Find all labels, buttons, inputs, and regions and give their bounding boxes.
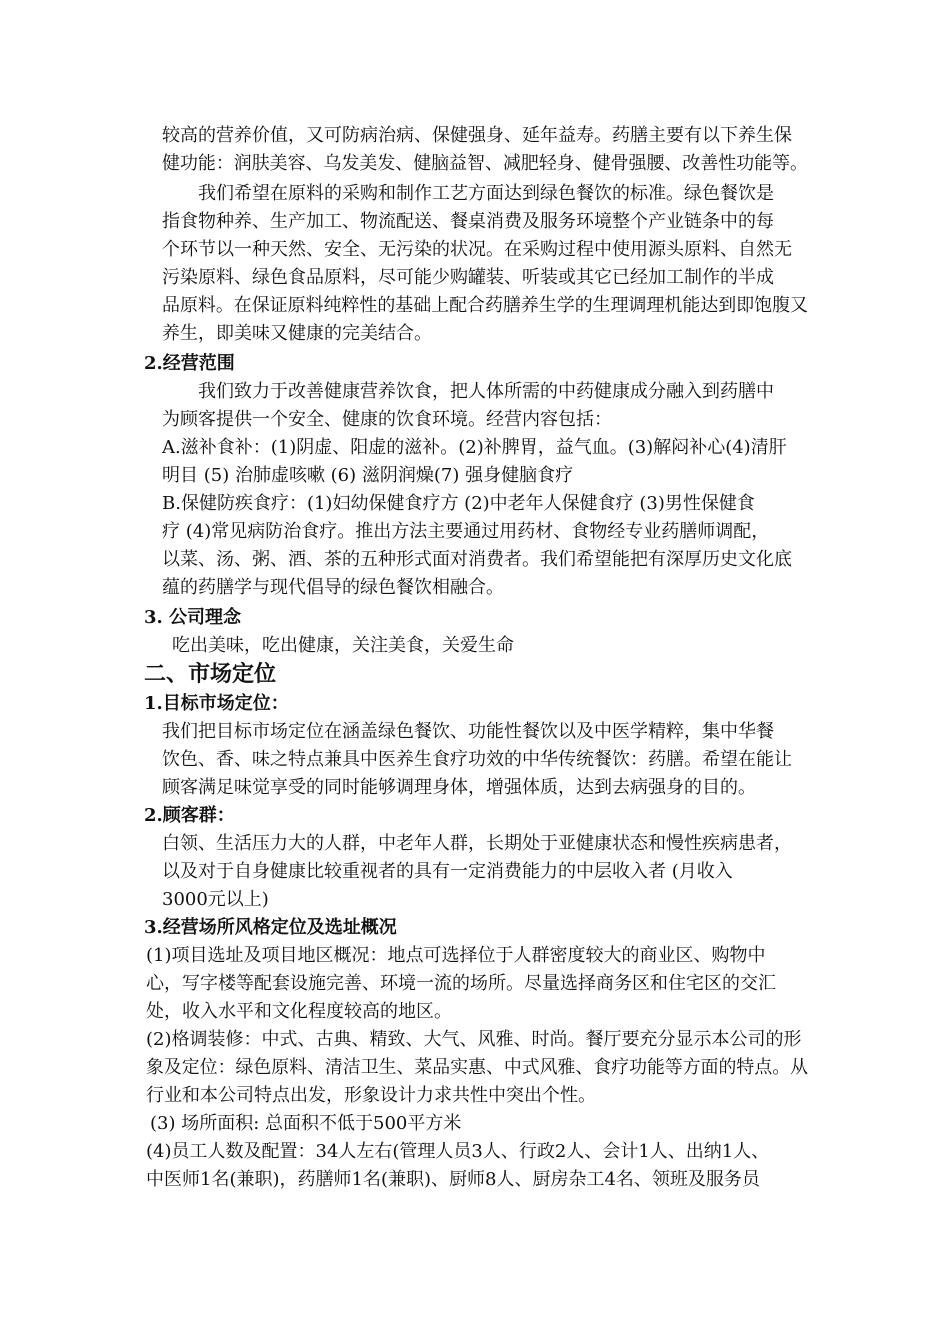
text-line: 品原料。在保证原料纯粹性的基础上配合药膳养生学的生理调理机能达到即饱腹又 (162, 295, 808, 316)
text-line: 我们希望在原料的采购和制作工艺方面达到绿色餐饮的标准。绿色餐饮是 (198, 183, 774, 204)
company-motto: 吃出美味，吃出健康，关注美食，关爱生命 (172, 635, 514, 656)
text-line: 处，收入水平和文化程度较高的地区。 (146, 1001, 452, 1022)
text-line: 个环节以一种天然、安全、无污染的状况。在采购过程中使用源头原料、自然无 (162, 239, 792, 260)
text-line: 蕴的药膳学与现代倡导的绿色餐饮相融合。 (162, 577, 504, 598)
text-line: 以菜、汤、粥、酒、茶的五种形式面对消费者。我们希望能把有深厚历史文化底 (162, 549, 792, 570)
text-line: 明目 (5) 治肺虚咳嗽 (6) 滋阴润燥(7) 强身健脑食疗 (162, 465, 574, 486)
text-line: 养生，即美味又健康的完美结合。 (162, 323, 432, 344)
text-line: 健功能：润肤美容、乌发美发、健脑益智、减肥轻身、健骨强腰、改善性功能等。 (162, 153, 808, 174)
text-line: A.滋补食补：(1)阴虚、阳虚的滋补。(2)补脾胃，益气血。(3)解闷补心(4)清肝 (162, 437, 787, 458)
text-line: (1)项目选址及项目地区概况：地点可选择位于人群密度较大的商业区、购物中 (146, 945, 766, 966)
text-line: 饮色、香、味之特点兼具中医养生食疗功效的中华传统餐饮：药膳。希望在能让 (162, 749, 792, 770)
text-line: 以及对于自身健康比较重视者的具有一定消费能力的中层收入者 (月收入 (162, 861, 733, 882)
text-line: 较高的营养价值，又可防病治病、保健强身、延年益寿。药膳主要有以下养生保 (162, 125, 792, 146)
text-line: (2)格调装修：中式、古典、精致、大气、风雅、时尚。餐厅要充分显示本公司的形 (146, 1029, 802, 1050)
text-line: 3000元以上) (162, 889, 269, 910)
text-line: 疗 (4)常见病防治食疗。推出方法主要通过用药材、食物经专业药膳师调配， (162, 521, 770, 542)
text-line: (4)员工人数及配置：34人左右(管理人员3人、行政2人、会计1人、出纳1人、 (146, 1141, 770, 1162)
text-line: 象及定位：绿色原料、清洁卫生、菜品实惠、中式风雅、食疗功能等方面的特点。从 (146, 1057, 809, 1078)
text-line: 心，写字楼等配套设施完善、环境一流的场所。尽量选择商务区和住宅区的交汇 (146, 973, 776, 994)
text-line: 我们把目标市场定位在涵盖绿色餐饮、功能性餐饮以及中医学精粹，集中华餐 (162, 721, 774, 742)
section-heading-scope: 2.经营范围 (144, 353, 235, 374)
text-line: (3) 场所面积: 总面积不低于500平方米 (150, 1113, 462, 1134)
text-line: B.保健防疾食疗：(1)妇幼保健食疗方 (2)中老年人保健食疗 (3)男性保健食 (162, 493, 755, 514)
text-line: 中医师1名(兼职)，药膳师1名(兼职)、厨师8人、厨房杂工4名、领班及服务员 (146, 1169, 760, 1190)
section-heading-target: 1.目标市场定位： (144, 693, 289, 714)
text-line: 白领、生活压力大的人群，中老年人群，长期处于亚健康状态和慢性疾病患者， (162, 833, 792, 854)
chapter-heading-market: 二、市场定位 (144, 661, 277, 687)
text-line: 行业和本公司特点出发，形象设计力求共性中突出个性。 (146, 1085, 596, 1106)
section-heading-venue: 3.经营场所风格定位及选址概况 (144, 917, 397, 938)
text-line: 顾客满足味觉享受的同时能够调理身体，增强体质，达到去病强身的目的。 (162, 777, 756, 798)
section-heading-concept: 3. 公司理念 (144, 607, 242, 628)
text-line: 污染原料、绿色食品原料，尽可能少购罐装、听装或其它已经加工制作的半成 (162, 267, 774, 288)
text-line: 我们致力于改善健康营养饮食，把人体所需的中药健康成分融入到药膳中 (198, 381, 774, 402)
section-heading-customers: 2.顾客群： (144, 805, 235, 826)
text-line: 指食物种养、生产加工、物流配送、餐桌消费及服务环境整个产业链条中的每 (162, 211, 774, 232)
text-line: 为顾客提供一个安全、健康的饮食环境。经营内容包括： (162, 409, 612, 430)
